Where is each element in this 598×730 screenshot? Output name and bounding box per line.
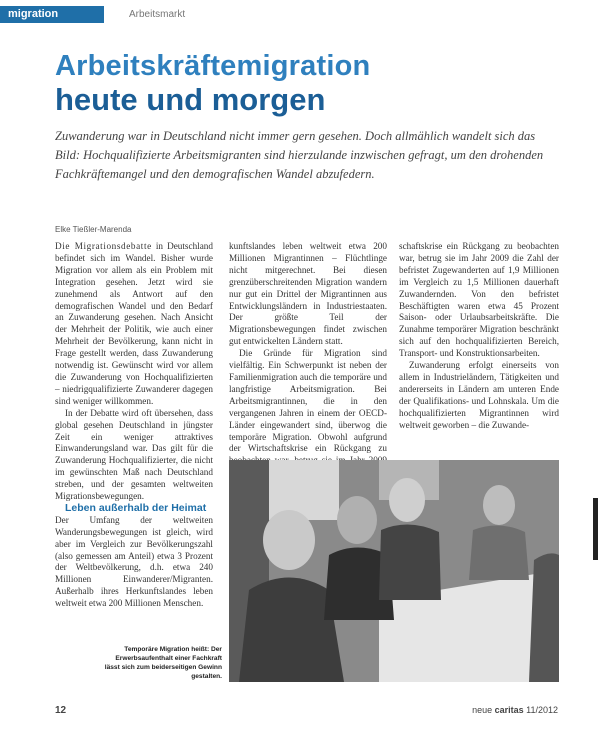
drop-caps-lead: Die Migrationsdebatte [55,241,152,251]
text-column-3 [399,241,559,441]
page-number: 12 [55,705,67,716]
section-tab: migration [0,6,104,23]
paragraph-text: in Deutschland befindet sich im Wandel. Bisher wurde Migration vor allem als ein Problem mit Integration gesehen. Jetzt wird sie zunehmend als Antwort auf den demografischen Wandel und den Bedarf an Zuwanderung gesehen. Nach Ansicht der Mehrheit der Politik, wie auch einer Mehrheit der Bevölkerung, kann nicht in Frage gestellt werden, dass Zuwanderung notwendig ist. Gewünscht wird vor allem die Zuwanderung von Hochqualifizierten – niedrigqualifizierte Zuwanderer dagegen sind weniger willkommen. [55,241,213,406]
lead-paragraph: Zuwanderung war in Deutschland nicht immer gern gesehen. Doch allmählich wandelt sich das Bild: Hochqualifizierte Arbeitsmigranten sind hierzulande inzwischen gefragt, um den drohenden Fachkräftemangel und den demografischen Wandel abzufedern. [55,129,544,181]
section-subtitle: Arbeitsmarkt [129,9,186,20]
paragraph: Zuwanderung erfolgt einerseits von allem in Industrieländern, Tätigkeiten und andererseits in Ländern am unteren Ende der Qualifikations- und Lohnskala. Um die hochqualifizierten Migrantinnen wird weltweit geworben – die Zuwande- [399,360,559,430]
section-subheading: Leben außerhalb der Heimat [65,501,207,514]
article-photo [229,460,559,682]
headline-line-1: Arbeitskräftemigration [55,50,371,82]
publication-title: caritas [494,705,524,715]
paragraph: kunftslandes leben weltweit etwa 200 Millionen Migrantinnen – Flüchtlinge nicht mitgerechnet. Bei diesen grenzüberschreitenden Migration wandern nur gut ein Drittel der Migrantinnen aus Entwicklungsländern in Industriestaaten. Der größte Teil der Migrationsbewegungen findet zwischen gut entwickelten Ländern statt. [229,241,387,347]
paragraph: Der Umfang der weltweiten Wanderungsbewegungen ist gleich, wird aber im Vergleich zur Bevölkerungszahl (also gemessen am Anteil) etwa 3 Prozent der Weltbevölkerung, d.h. etwa 240 Millionen Einwanderer/Migranten. Außerhalb ihres Herkunftslandes leben weltweit etwa 200 Millionen Menschen. [55,514,213,609]
paragraph [55,241,213,408]
publication-prefix: neue [472,705,495,715]
photo-illustration [229,460,559,682]
paragraph: In der Debatte wird oft übersehen, dass global gesehen Deutschland in jüngster Zeit ein weniger attraktives Einwanderungsland war. Das gilt für die Zuwanderung Hochqualifizierter, die nicht im gewünschten Maß nach Deutschland streben, und der gesamten weltweiten Migrationsbewegungen. [55,407,213,502]
page-edge-marker [593,498,598,560]
text-column-2 [229,241,387,459]
paragraph: schaftskrise ein Rückgang zu beobachten war, betrug sie im Jahr 2009 die Zahl der befristet Zugewanderten auf 1,9 Millionen im Vergleich zu 1,5 Millionen dauerhaft Zuwandernden. Von den befristet Beschäftigten waren etwa 45 Prozent Saison- oder Urlaubsarbeitskräfte. Die Zunahme temporärer Migration beschränkt sich auf den hochqualifizierten Bereich, Transport- und Konstruktionsarbeiten. [399,241,559,359]
author-byline: Elke Tießler-Marenda [55,225,132,234]
photo-caption: Temporäre Migration heißt: Der Erwerbsaufenthalt einer Fachkraft lässt sich zum beiderseitigen Gewinn gestalten. [104,646,222,680]
headline-line-2: heute und morgen [55,82,326,117]
paragraph: Die Gründe für Migration sind vielfältig. Ein Schwerpunkt ist neben der Familienmigration auch die temporäre und langfristige Arbeitsmigration. Bei Arbeitsmigrantinnen, die in den vergangenen Jahren in einem der OECD-Länder eingewandert sind, überwog die temporäre Migration. Obwohl aufgrund der Wirtschaftskrise ein Rückgang zu [229,348,387,454]
text-column-1 [55,241,213,711]
publication-name [472,705,558,715]
publication-issue: 11/2012 [523,705,558,715]
